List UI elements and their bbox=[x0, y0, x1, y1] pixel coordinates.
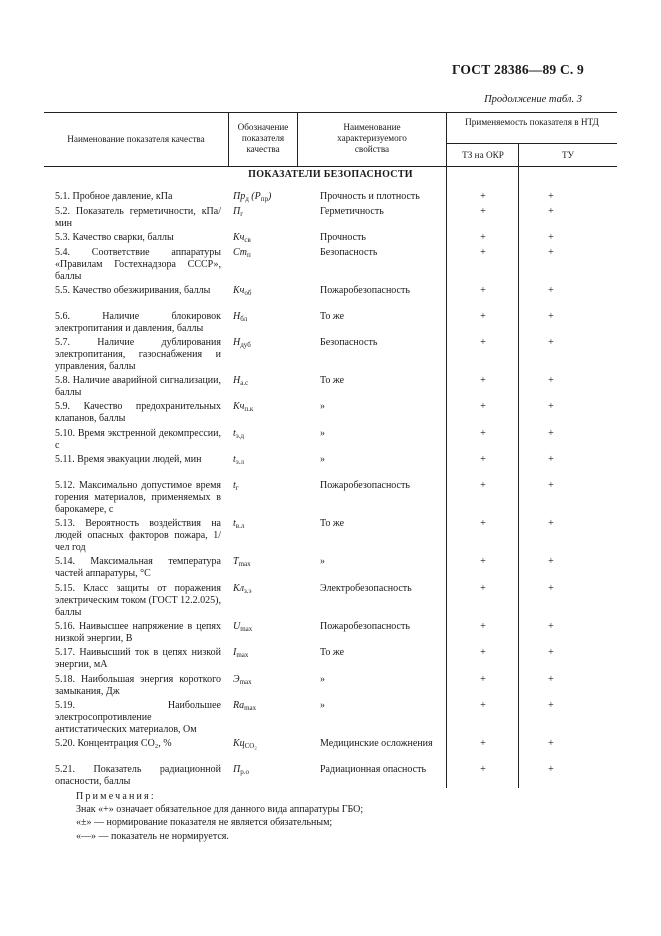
symbol-text: Кч bbox=[233, 232, 245, 243]
table-top-rule bbox=[44, 112, 617, 113]
applicability-tu: + bbox=[548, 621, 554, 632]
document-header: ГОСТ 28386—89 С. 9 bbox=[451, 62, 584, 77]
applicability-tu: + bbox=[548, 375, 554, 386]
indicator-name: 5.14. Максимальная температура частей аппаратуры, °С bbox=[55, 556, 221, 580]
symbol-text: I bbox=[233, 647, 237, 658]
applicability-tz-okr: + bbox=[480, 700, 486, 711]
symbol-subscript: г bbox=[240, 210, 244, 218]
symbol-subscript: г bbox=[235, 484, 239, 492]
indicator-name: 5.12. Максимально допустимое время горения материалов, применяемых в барокамере, с bbox=[55, 480, 221, 516]
applicability-tz-okr: + bbox=[480, 247, 486, 258]
applicability-tu: + bbox=[548, 647, 554, 658]
applicability-tu: + bbox=[548, 247, 554, 258]
col-divider-3 bbox=[446, 112, 447, 788]
indicator-symbol bbox=[233, 700, 295, 714]
applicability-tz-okr: + bbox=[480, 375, 486, 386]
property-name: То же bbox=[320, 375, 345, 386]
symbol-text: П bbox=[233, 206, 241, 217]
applicability-tu: + bbox=[548, 206, 554, 217]
applicability-tz-okr: + bbox=[480, 583, 486, 594]
applicability-tu: + bbox=[548, 337, 554, 348]
section-title: ПОКАЗАТЕЛИ БЕЗОПАСНОСТИ bbox=[248, 169, 413, 180]
symbol-text: Ст bbox=[233, 247, 248, 258]
indicator-name: 5.21. Показатель радиационной опасности, баллы bbox=[55, 764, 221, 788]
symbol-subscript: пр bbox=[260, 195, 268, 203]
note-line: Знак «+» означает обязательное для данного вида аппаратуры ГБО; bbox=[76, 804, 364, 816]
applicability-tu: + bbox=[548, 480, 554, 491]
indicator-symbol bbox=[233, 621, 295, 635]
indicator-name: 5.1. Пробное давление, кПа bbox=[55, 191, 173, 202]
indicator-name: 5.20. Концентрация СО₂, % bbox=[55, 738, 172, 749]
applicability-tz-okr: + bbox=[480, 647, 486, 658]
indicator-name: 5.16. Наивысшее напряжение в цепях низкой энергии, В bbox=[55, 621, 221, 645]
property-name: » bbox=[320, 674, 325, 685]
indicator-symbol bbox=[233, 311, 295, 325]
symbol-text: t bbox=[233, 428, 236, 439]
property-name: То же bbox=[320, 647, 345, 658]
indicator-symbol bbox=[233, 232, 295, 246]
applicability-tu: + bbox=[548, 674, 554, 685]
symbol-text: Э bbox=[233, 674, 240, 685]
applicability-tz-okr: + bbox=[480, 401, 486, 412]
note-line: «±» — нормирование показателя не является обязательным; bbox=[76, 817, 333, 829]
symbol-subscript: э.л bbox=[235, 458, 245, 466]
applicability-tz-okr: + bbox=[480, 232, 486, 243]
symbol-text: Кч bbox=[233, 285, 245, 296]
applicability-tz-okr: + bbox=[480, 311, 486, 322]
symbol-subscript: дуб bbox=[240, 341, 251, 349]
indicator-name: 5.15. Класс защиты от поражения электрическим током (ГОСТ 12.2.025), баллы bbox=[55, 583, 221, 619]
indicator-name: 5.3. Качество сварки, баллы bbox=[55, 232, 174, 243]
applicability-tu: + bbox=[548, 518, 554, 529]
indicator-name: 5.19. Наибольшее электросопротивление антистатических материалов, Ом bbox=[55, 700, 221, 736]
indicator-name: 5.10. Время экстренной декомпрессии, с bbox=[55, 428, 221, 452]
indicator-name: 5.18. Наибольшая энергия короткого замыкания, Дж bbox=[55, 674, 221, 698]
symbol-subscript: д bbox=[245, 195, 249, 203]
applicability-tz-okr: + bbox=[480, 480, 486, 491]
symbol-text: t bbox=[233, 518, 236, 529]
header-tz-okr: ТЗ на ОКР bbox=[462, 150, 504, 160]
applicability-tu: + bbox=[548, 764, 554, 775]
indicator-name: 5.13. Вероятность воздействия на людей опасных факторов пожара, 1/чел год bbox=[55, 518, 221, 554]
applicability-tz-okr: + bbox=[480, 518, 486, 529]
applicability-tz-okr: + bbox=[480, 285, 486, 296]
property-name: Прочность и плотность bbox=[320, 191, 420, 202]
applicability-tu: + bbox=[548, 583, 554, 594]
applicability-tu: + bbox=[548, 191, 554, 202]
symbol-subscript: max bbox=[240, 625, 253, 633]
header-bottom-rule bbox=[44, 166, 617, 167]
property-name: » bbox=[320, 428, 325, 439]
header-designation: Обозначение показателя качества bbox=[237, 122, 289, 154]
applicability-tu: + bbox=[548, 428, 554, 439]
symbol-subscript: э.д bbox=[235, 432, 245, 440]
symbol-subscript: бл bbox=[240, 315, 248, 323]
property-name: » bbox=[320, 700, 325, 711]
indicator-symbol bbox=[233, 738, 295, 752]
symbol-subscript: св bbox=[244, 236, 251, 244]
applicability-tz-okr: + bbox=[480, 191, 486, 202]
applicability-tz-okr: + bbox=[480, 738, 486, 749]
indicator-name: 5.5. Качество обезжиривания, баллы bbox=[55, 285, 211, 296]
indicator-symbol bbox=[233, 764, 295, 778]
property-name: Электробезопасность bbox=[320, 583, 412, 594]
symbol-text: Кц bbox=[233, 738, 245, 749]
property-name: Пожаробезопасность bbox=[320, 480, 410, 491]
indicator-symbol bbox=[233, 556, 295, 570]
applicability-tu: + bbox=[548, 401, 554, 412]
property-name: Пожаробезопасность bbox=[320, 621, 410, 632]
symbol-subscript: об bbox=[244, 289, 252, 297]
applicability-tu: + bbox=[548, 700, 554, 711]
symbol-text: Н bbox=[233, 337, 241, 348]
symbol-subscript: в.л bbox=[235, 522, 245, 530]
symbol-subscript: р.о bbox=[240, 768, 249, 776]
header-property: Наименование характеризуемого свойства bbox=[337, 122, 407, 154]
property-name: То же bbox=[320, 518, 345, 529]
symbol-text: Ra bbox=[233, 700, 245, 711]
indicator-name: 5.17. Наивысший ток в цепях низкой энергии, мА bbox=[55, 647, 221, 671]
indicator-symbol bbox=[233, 191, 295, 205]
symbol-subscript: max bbox=[236, 651, 249, 659]
indicator-symbol bbox=[233, 647, 295, 661]
symbol-subscript: CO₂ bbox=[244, 742, 257, 750]
applicability-tu: + bbox=[548, 311, 554, 322]
property-name: Пожаробезопасность bbox=[320, 285, 410, 296]
applicability-tz-okr: + bbox=[480, 621, 486, 632]
indicator-symbol bbox=[233, 583, 295, 597]
applicability-tu: + bbox=[548, 285, 554, 296]
indicator-symbol bbox=[233, 674, 295, 688]
symbol-text: Н bbox=[233, 311, 241, 322]
header-indicator-name: Наименование показателя качества bbox=[67, 134, 205, 144]
applicability-tz-okr: + bbox=[480, 674, 486, 685]
indicator-name: 5.7. Наличие дублирования электропитания, газоснабжения и управления, баллы bbox=[55, 337, 221, 373]
notes-title: Примечания: bbox=[76, 791, 156, 802]
property-name: » bbox=[320, 401, 325, 412]
applicability-tu: + bbox=[548, 556, 554, 567]
symbol-subscript: max bbox=[244, 704, 257, 712]
indicator-name: 5.8. Наличие аварийной сигнализации, баллы bbox=[55, 375, 221, 399]
property-name: » bbox=[320, 556, 325, 567]
col-divider-1 bbox=[228, 112, 229, 166]
applicability-tz-okr: + bbox=[480, 337, 486, 348]
notes-block bbox=[76, 790, 363, 843]
applicability-tz-okr: + bbox=[480, 764, 486, 775]
symbol-text: Пр bbox=[233, 191, 246, 202]
indicator-symbol bbox=[233, 375, 295, 389]
indicator-name: 5.9. Качество предохранительных клапанов, баллы bbox=[55, 401, 221, 425]
symbol-subscript: п.к bbox=[244, 405, 254, 413]
indicator-name: 5.11. Время эвакуации людей, мин bbox=[55, 454, 202, 465]
note-line: «—» — показатель не нормируется. bbox=[76, 830, 229, 842]
indicator-symbol bbox=[233, 401, 295, 415]
applicability-tz-okr: + bbox=[480, 206, 486, 217]
symbol-text: t bbox=[233, 454, 236, 465]
symbol-text: U bbox=[233, 621, 241, 632]
applicability-tz-okr: + bbox=[480, 556, 486, 567]
symbol-subscript: з.э bbox=[244, 587, 252, 595]
symbol-subscript: а.с bbox=[240, 379, 249, 387]
applicability-tu: + bbox=[548, 232, 554, 243]
symbol-text: ) bbox=[268, 191, 272, 202]
indicator-symbol bbox=[233, 285, 295, 299]
indicator-symbol bbox=[233, 337, 295, 351]
indicator-symbol bbox=[233, 428, 295, 442]
col-divider-2 bbox=[297, 112, 298, 166]
symbol-subscript: max bbox=[239, 678, 252, 686]
col-divider-4 bbox=[518, 143, 519, 788]
indicator-symbol bbox=[233, 480, 295, 494]
property-name: Герметичность bbox=[320, 206, 384, 217]
applicability-tu: + bbox=[548, 454, 554, 465]
indicator-symbol bbox=[233, 454, 295, 468]
header-applicability: Применяемость показателя в НТД bbox=[465, 117, 599, 127]
indicator-symbol bbox=[233, 518, 295, 532]
property-name: Безопасность bbox=[320, 247, 378, 258]
symbol-subscript: п bbox=[247, 251, 251, 259]
property-name: То же bbox=[320, 311, 345, 322]
symbol-text: П bbox=[233, 764, 241, 775]
property-name: Безопасность bbox=[320, 337, 378, 348]
symbol-text: Кл bbox=[233, 583, 245, 594]
symbol-text: Н bbox=[233, 375, 241, 386]
property-name: » bbox=[320, 454, 325, 465]
indicator-name: 5.2. Показатель герметичности, кПа/мин bbox=[55, 206, 221, 230]
property-name: Медицинские осложнения bbox=[320, 738, 433, 749]
header-tu: ТУ bbox=[561, 150, 575, 160]
symbol-text: T bbox=[233, 556, 239, 567]
symbol-text: (P bbox=[248, 191, 261, 202]
property-name: Прочность bbox=[320, 232, 366, 243]
property-name: Радиационная опасность bbox=[320, 764, 427, 775]
indicator-name: 5.6. Наличие блокировок электропитания и давления, баллы bbox=[55, 311, 221, 335]
table-continuation-label: Продолжение табл. 3 bbox=[484, 94, 582, 105]
symbol-text: Кч bbox=[233, 401, 245, 412]
header-sub-rule bbox=[446, 143, 617, 144]
applicability-tz-okr: + bbox=[480, 454, 486, 465]
symbol-subscript: max bbox=[238, 560, 251, 568]
symbol-text: t bbox=[233, 480, 236, 491]
indicator-name: 5.4. Соответствие аппаратуры «Правилам Гостехнадзора СССР», баллы bbox=[55, 247, 221, 283]
indicator-symbol bbox=[233, 247, 295, 261]
indicator-symbol bbox=[233, 206, 295, 220]
applicability-tu: + bbox=[548, 738, 554, 749]
applicability-tz-okr: + bbox=[480, 428, 486, 439]
